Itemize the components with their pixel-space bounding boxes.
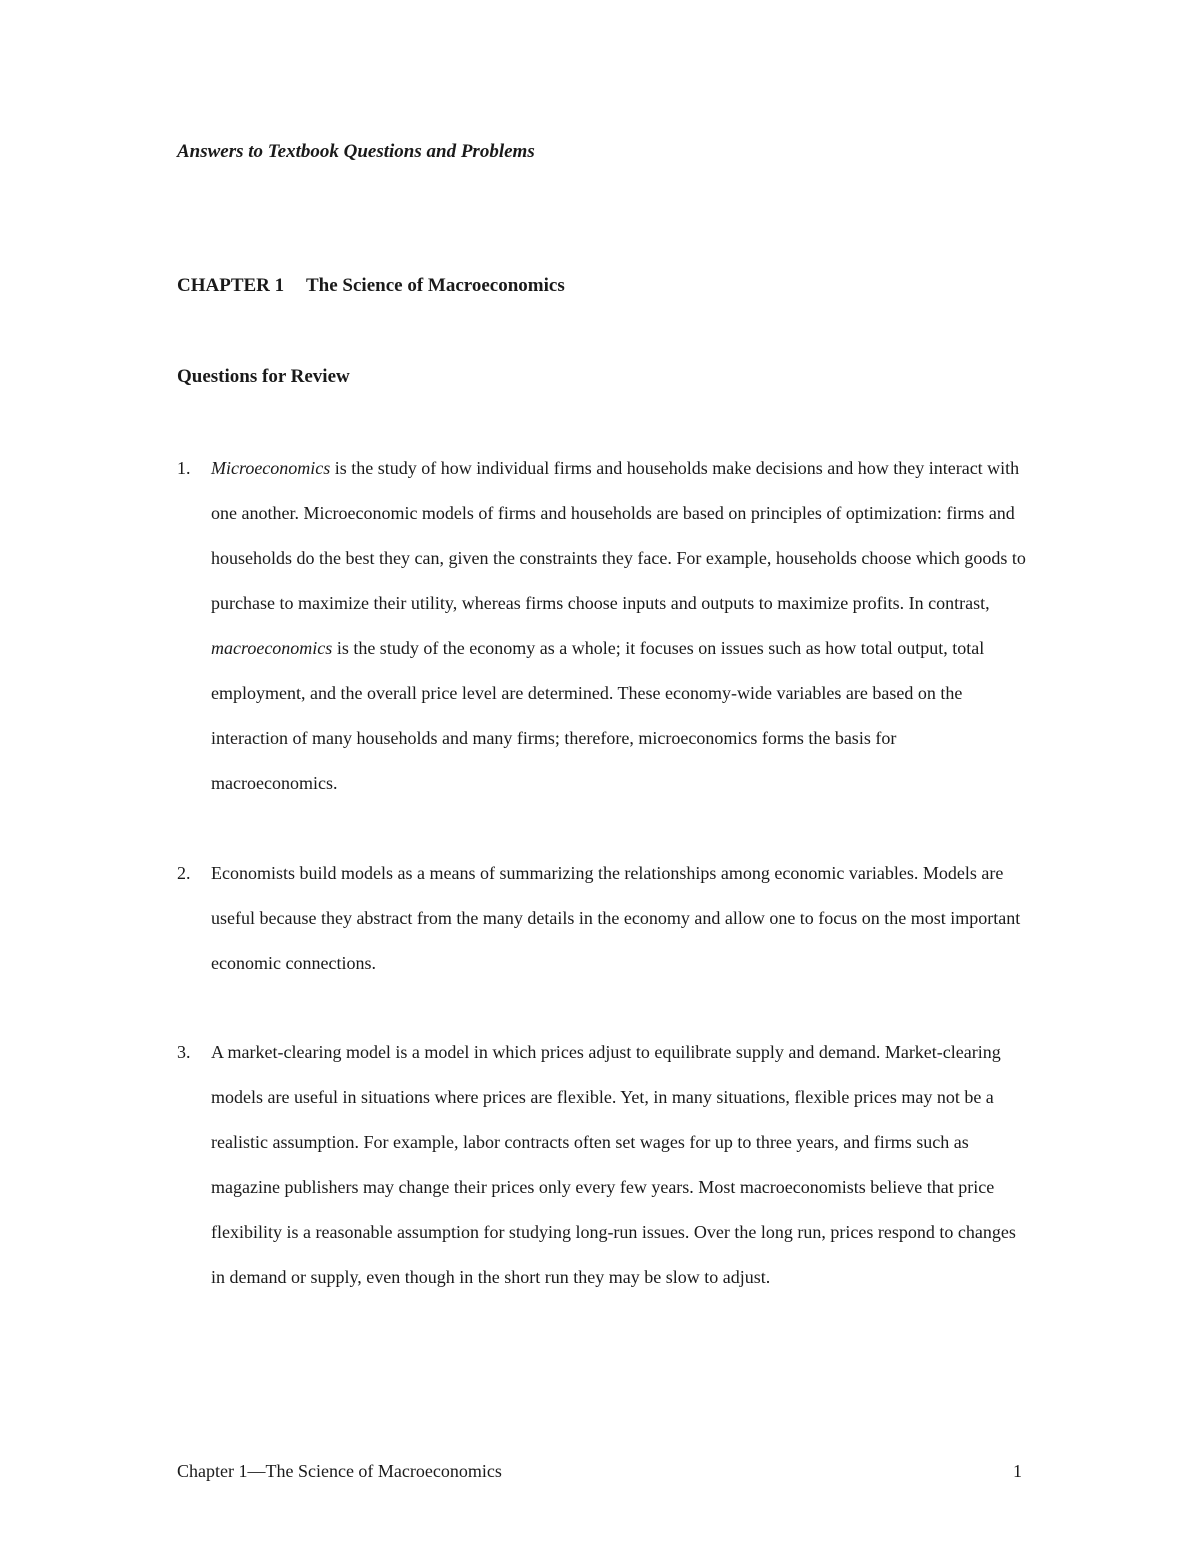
footer-page-number: 1 [1013, 1461, 1022, 1481]
answer-text [211, 446, 1027, 806]
term-macroeconomics: macroeconomics [211, 638, 333, 658]
answer-item [177, 1030, 1027, 1300]
answer-number: 3. [177, 1042, 191, 1062]
section-heading: Questions for Review [177, 366, 350, 387]
term-microeconomics: Microeconomics [211, 458, 331, 478]
answer-number: 2. [177, 863, 191, 883]
answer-text-part: is the study of the economy as a whole; it focuses on issues such as how total output, total employment, and the overall price level are determined. These economy-wide variables are based on the interaction of many households and many firms; therefore, microeconomics forms the basis for macroeconomics. [211, 638, 985, 793]
answer-number: 1. [177, 458, 191, 478]
chapter-heading [177, 275, 565, 297]
answer-text-part: is the study of how individual firms and households make decisions and how they interact with one another. Microeconomic models of firms and households are based on principles of optimization: firms and households do the best they can, given the constraints they face. For example, households choose which goods to purchase to maximize their utility, whereas firms choose inputs and outputs to maximize profits. In contrast, [211, 458, 1026, 613]
footer-chapter-label: Chapter 1—The Science of Macroeconomics [177, 1461, 502, 1481]
answer-item [177, 851, 1027, 986]
answer-text: Economists build models as a means of summarizing the relationships among economic variables. Models are useful because they abstract from the many details in the economy and allow one to focus on the most important economic connections. [211, 863, 1021, 973]
document-title: Answers to Textbook Questions and Problems [177, 141, 535, 162]
answer-item [177, 446, 1027, 806]
chapter-title: The Science of Macroeconomics [306, 275, 565, 296]
chapter-number: CHAPTER 1 [177, 275, 285, 296]
answer-text: A market-clearing model is a model in which prices adjust to equilibrate supply and demand. Market-clearing models are useful in situations where prices are flexible. Yet, in many situations, flexible prices may not be a realistic assumption. For example, labor contracts often set wages for up to three years, and firms such as magazine publishers may change their prices only every few years. Most macroeconomists believe that price flexibility is a reasonable assumption for studying long-run issues. Over the long run, prices respond to changes in demand or supply, even though in the short run they may be slow to adjust. [211, 1042, 1016, 1287]
